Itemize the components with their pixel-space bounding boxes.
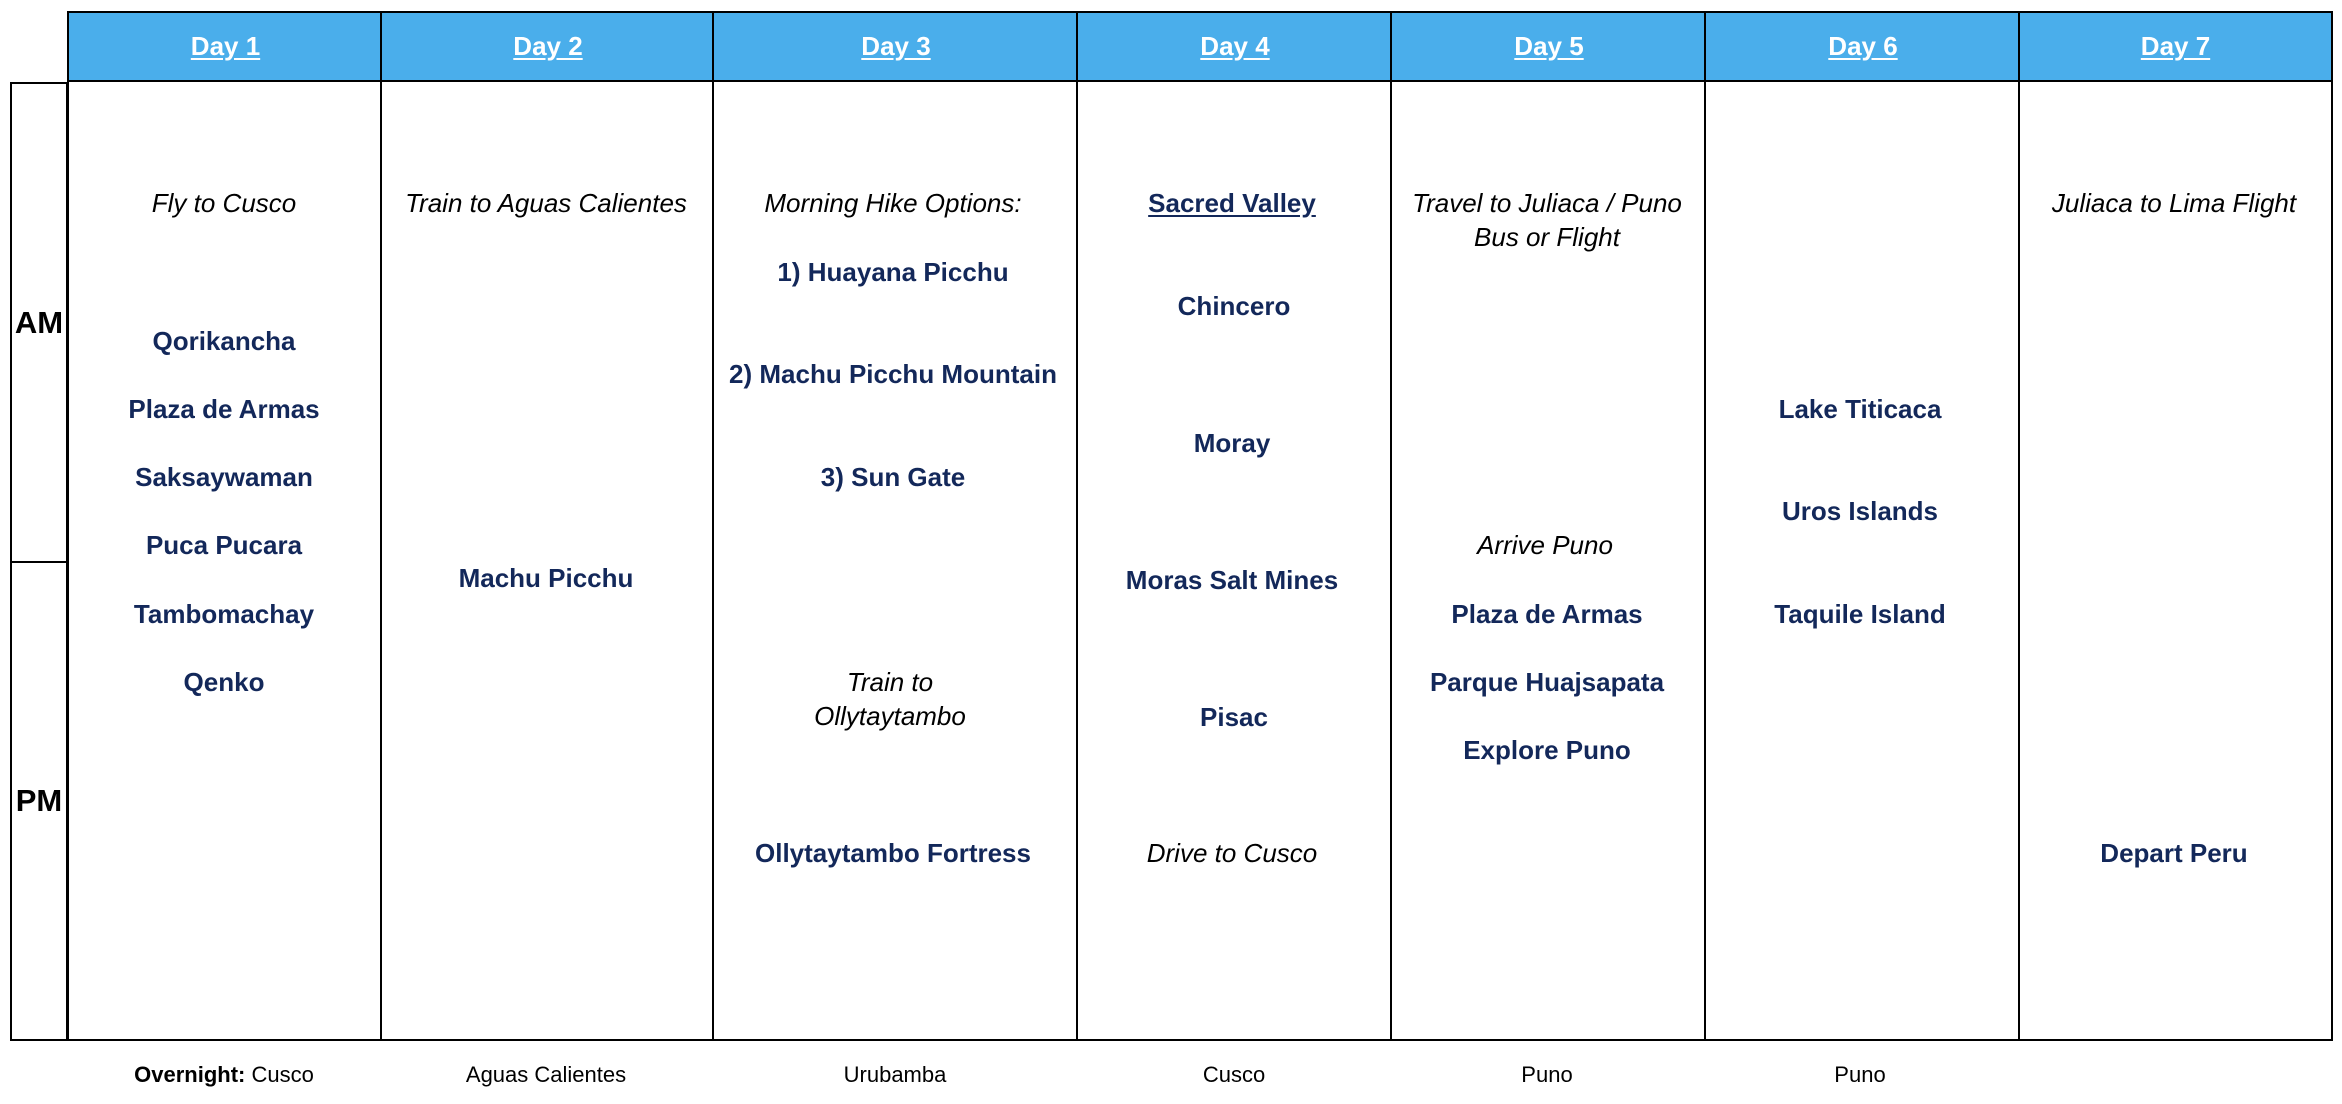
place-item: 3) Sun Gate: [820, 462, 966, 492]
day-header-label: Day 3: [861, 31, 931, 61]
place-item: Plaza de Armas: [1451, 599, 1643, 629]
day-column-6: [1704, 82, 2020, 1041]
place-item: Parque Huajsapata: [1429, 667, 1665, 697]
overnight-day-2: Aguas Calientes: [465, 1062, 627, 1087]
day-header-2: [380, 11, 714, 82]
place-item: Plaza de Armas: [128, 394, 320, 424]
day-header-label: Day 4: [1200, 31, 1270, 61]
am-label-cell: [10, 82, 68, 563]
day-header-label: Day 7: [2140, 31, 2211, 61]
transit-item: Drive to Cusco: [1146, 838, 1318, 868]
place-item: Uros Islands: [1781, 496, 1939, 526]
place-item: Machu Picchu: [458, 563, 634, 593]
place-item: Explore Puno: [1463, 735, 1631, 765]
transit-item: Arrive Puno: [1477, 530, 1613, 560]
day-header-1: [67, 11, 382, 82]
place-item: 2) Machu Picchu Mountain: [729, 359, 1057, 389]
transit-item: Train to: [846, 667, 934, 697]
transit-item: Fly to Cusco: [151, 188, 297, 218]
pm-label: PM: [15, 783, 63, 818]
place-item: 1) Huayana Picchu: [777, 257, 1009, 287]
day-header-label: Day 2: [513, 31, 583, 61]
day-header-3: [712, 11, 1078, 82]
day-header-label: Day 1: [190, 31, 261, 61]
place-item: Pisac: [1200, 702, 1268, 732]
overnight-value: Cusco: [251, 1062, 314, 1087]
place-item: Moras Salt Mines: [1125, 565, 1339, 595]
day-header-label: Day 6: [1828, 31, 1898, 61]
place-item: Lake Titicaca: [1778, 394, 1942, 424]
overnight-day-6: Puno: [1834, 1062, 1886, 1087]
pm-label-cell: [10, 561, 68, 1041]
place-item: Moray: [1193, 428, 1271, 458]
place-item: Qorikancha: [152, 326, 296, 356]
place-item: Chincero: [1177, 291, 1291, 321]
place-item: Saksaywaman: [135, 462, 313, 492]
place-item: Puca Pucara: [145, 530, 303, 560]
place-item: Ollytaytambo Fortress: [755, 838, 1031, 868]
am-label: AM: [14, 304, 64, 340]
place-item: Taquile Island: [1774, 599, 1946, 629]
day-column-3: [712, 82, 1078, 1041]
place-item: Qenko: [183, 667, 265, 697]
transit-item: Bus or Flight: [1474, 222, 1620, 252]
day-header-5: [1390, 11, 1706, 82]
overnight-day-5: Puno: [1521, 1062, 1573, 1087]
place-item: Tambomachay: [133, 599, 315, 629]
day-header-4: [1076, 11, 1392, 82]
day-header-7: [2018, 11, 2333, 82]
transit-item: Juliaca to Lima Flight: [2051, 188, 2297, 218]
overnight-label: Overnight:: [134, 1062, 246, 1087]
transit-item: Train to Aguas Calientes: [405, 188, 687, 218]
transit-item: Morning Hike Options:: [764, 188, 1022, 218]
day-column-4: [1076, 82, 1392, 1041]
day-column-7: [2018, 82, 2333, 1041]
overnight-day-3: Urubamba: [843, 1062, 947, 1087]
overnight-day-4: Cusco: [1202, 1062, 1266, 1087]
transit-item: Travel to Juliaca / Puno: [1412, 188, 1682, 218]
day-header-6: [1704, 11, 2020, 82]
place-item: Sacred Valley: [1148, 188, 1316, 218]
day-header-label: Day 5: [1514, 31, 1584, 61]
overnight-day-1: [134, 1062, 314, 1088]
transit-item: Ollytaytambo: [814, 701, 966, 731]
place-item: Depart Peru: [2100, 838, 2248, 868]
